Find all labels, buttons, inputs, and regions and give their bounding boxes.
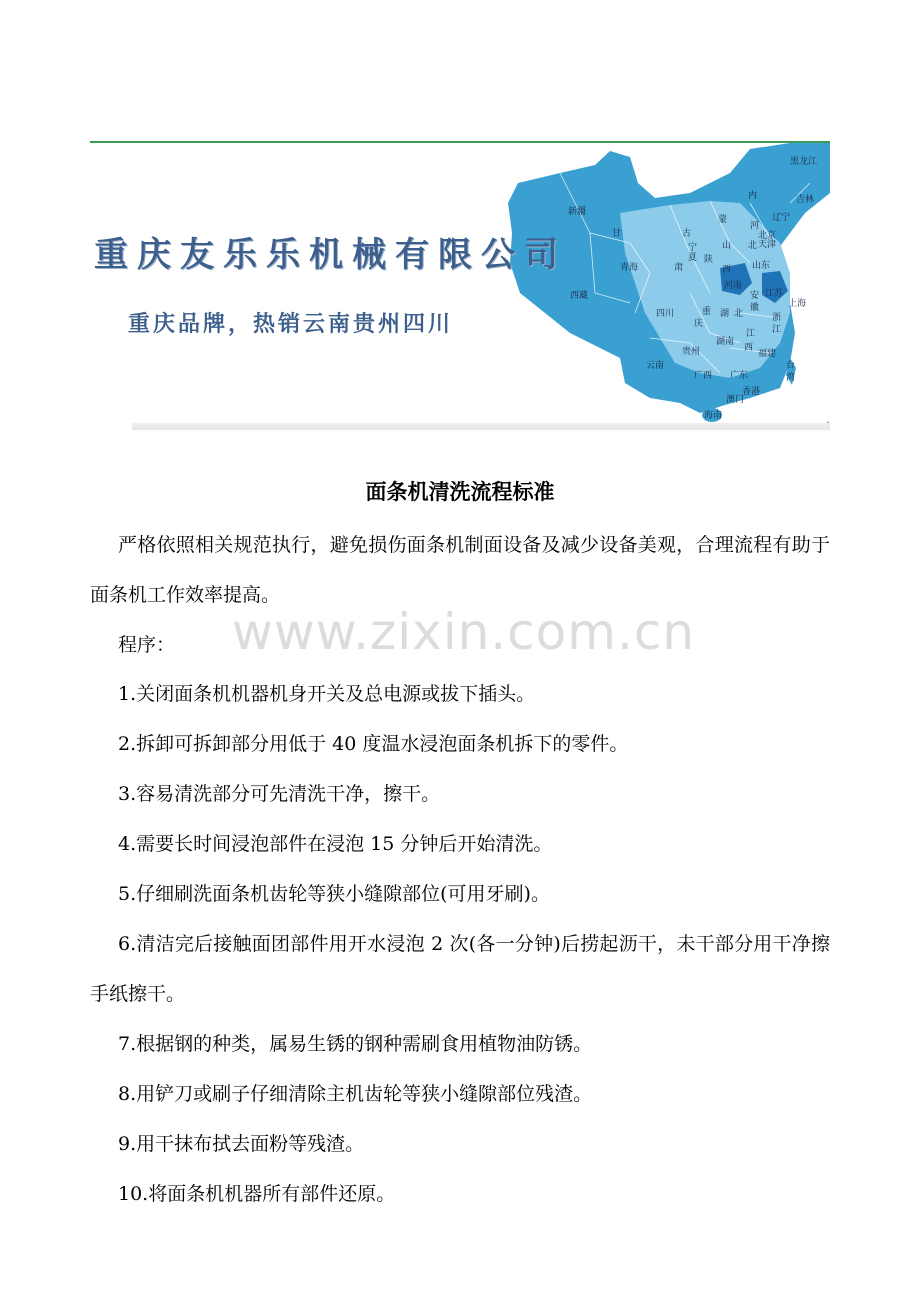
province-label: 广东 xyxy=(730,371,749,381)
province-label: 山 xyxy=(722,241,732,251)
province-label: 湾 xyxy=(786,373,796,383)
province-label: 云南 xyxy=(646,361,665,371)
province-label: 北京 xyxy=(758,231,777,241)
province-label: 北 xyxy=(748,241,758,251)
province-label: 河 xyxy=(750,221,760,231)
province-label: 四川 xyxy=(656,309,675,319)
province-label: 台 xyxy=(786,361,796,371)
program-label: 程序： xyxy=(118,634,176,656)
province-label: 西 xyxy=(722,265,732,275)
province-label: 新疆 xyxy=(568,207,587,217)
province-label: 天津 xyxy=(758,240,777,250)
province-label: 庆 xyxy=(694,319,704,329)
step-item: 10.将面条机机器所有部件还原。 xyxy=(118,1183,396,1205)
watermark: www.zixin.com.cn xyxy=(232,603,696,661)
province-label: 重 xyxy=(702,307,712,317)
province-label: 海南 xyxy=(704,411,723,421)
china-map-image xyxy=(90,143,830,430)
province-label: 陕 xyxy=(704,255,714,265)
province-label: 吉林 xyxy=(796,195,815,205)
step-item: 9.用干抹布拭去面粉等残渣。 xyxy=(118,1133,365,1155)
province-label: 广西 xyxy=(694,371,713,381)
intro-paragraph: 严格依照相关规范执行，避免损伤面条机制面设备及减少设备美观，合理流程有助于面条机工作效率提高。 xyxy=(90,534,830,606)
province-label: 贵州 xyxy=(682,347,701,357)
company-banner xyxy=(90,143,830,430)
province-label: 河南 xyxy=(724,281,743,291)
company-slogan: 重庆品牌，热销云南贵州四川 xyxy=(128,311,454,337)
province-label: 西 xyxy=(744,343,754,353)
province-label: 上海 xyxy=(788,299,807,309)
province-label: 江 xyxy=(772,325,782,335)
province-label: 辽宁 xyxy=(772,213,791,223)
province-label: 湖 xyxy=(720,309,730,319)
document-title: 面条机清洗流程标准 xyxy=(365,480,555,504)
province-label: 蒙 xyxy=(718,215,728,225)
province-label: 肃 xyxy=(674,263,684,273)
province-label: 黑龙江 xyxy=(790,157,818,167)
step-item: 7.根据钢的种类，属易生锈的钢种需刷食用植物油防锈。 xyxy=(118,1033,593,1055)
province-label: 青海 xyxy=(620,263,639,273)
step-item: 3.容易清洗部分可先清洗干净，擦干。 xyxy=(118,783,441,805)
province-label: 江 xyxy=(746,329,756,339)
province-label: 夏 xyxy=(688,253,698,263)
province-label: 浙 xyxy=(772,313,782,323)
province-label: 古 xyxy=(682,229,692,239)
province-label: 甘 xyxy=(612,229,622,239)
province-label: 徽 xyxy=(750,303,760,313)
province-label: 福建 xyxy=(758,349,777,359)
province-label: 澳门 xyxy=(726,395,745,405)
province-label: 山东 xyxy=(752,261,771,271)
step-item: 1.关闭面条机机器机身开关及总电源或拔下插头。 xyxy=(118,683,536,705)
province-label: 宁 xyxy=(688,243,698,253)
province-label: 湖南 xyxy=(716,337,735,347)
step-item: 2.拆卸可拆卸部分用低于 40 度温水浸泡面条机拆下的零件。 xyxy=(118,733,629,755)
province-label: 内 xyxy=(748,191,758,201)
company-name: 重庆友乐乐机械有限公司 xyxy=(94,235,567,275)
step-item: 4.需要长时间浸泡部件在浸泡 15 分钟后开始清洗。 xyxy=(118,833,553,855)
province-label: 北 xyxy=(734,309,744,319)
step-item: 5.仔细刷洗面条机齿轮等狭小缝隙部位(可用牙刷)。 xyxy=(118,883,550,905)
province-label: 江苏 xyxy=(765,289,784,299)
province-label: 安 xyxy=(750,291,760,301)
step-item: 6.清洁完后接触面团部件用开水浸泡 2 次(各一分钟)后捞起沥干，未干部分用干净擦手纸擦干。 xyxy=(90,933,830,1005)
province-label: 香港 xyxy=(742,387,761,397)
banner-bottom-strip xyxy=(132,423,830,430)
step-item: 8.用铲刀或刷子仔细清除主机齿轮等狭小缝隙部位残渣。 xyxy=(118,1083,593,1105)
province-label: 西藏 xyxy=(570,291,589,301)
